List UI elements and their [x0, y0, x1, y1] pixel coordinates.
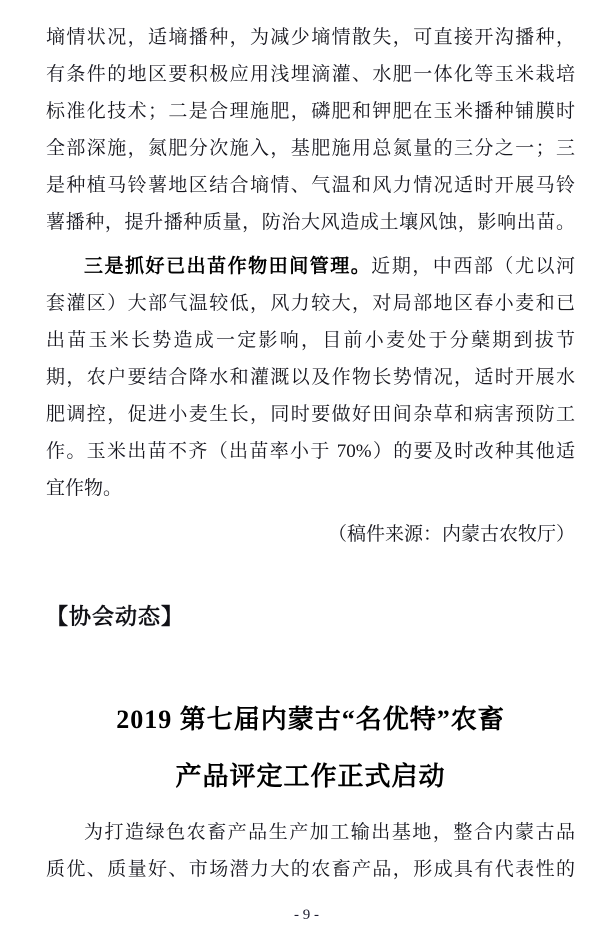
paragraph-line: 质优、质量好、市场潜力大的农畜产品，形成具有代表性的 [46, 859, 575, 880]
paragraph-line: 是种植马铃薯地区结合墒情、气温和风力情况适时开展马铃 [46, 175, 575, 196]
paragraph-line: 为打造绿色农畜产品生产加工输出基地，整合内蒙古品 [84, 822, 575, 843]
paragraph-last-line: 宜作物。 [46, 478, 123, 499]
paragraph-line: 期，农户要结合降水和灌溉以及作物长势情况，适时开展水 [46, 367, 575, 388]
page-number: - 9 - [294, 907, 319, 923]
article-title-line1: 2019 第七届内蒙古“名优特”农畜 [116, 705, 505, 734]
body-paragraph [46, 248, 575, 507]
paragraph-line: 肥调控，促进小麦生长，同时要做好田间杂草和病害预防工 [46, 404, 575, 425]
paragraph-line: 全部深施，氮肥分次施入，基肥施用总氮量的三分之一；三 [46, 138, 575, 159]
bold-lead-text: 三是抓好已出苗作物田间管理。 [84, 256, 372, 277]
body-paragraph-continuation [46, 19, 575, 241]
paragraph-line: 墒情状况，适墒播种，为减少墒情散失，可直接开沟播种， [46, 27, 575, 48]
paragraph-line: 有条件的地区要积极应用浅埋滴灌、水肥一体化等玉米栽培 [46, 64, 575, 85]
paragraph-line: 标准化技术；二是合理施肥，磷肥和钾肥在玉米播种铺膜时 [46, 101, 575, 122]
body-paragraph [46, 814, 575, 888]
paragraph-line [46, 248, 575, 285]
section-heading [46, 598, 575, 635]
paragraph-line: 薯播种，提升播种质量，防治大风造成土壤风蚀，影响出苗。 [46, 212, 575, 233]
source-attribution [46, 516, 575, 553]
section-heading-text: 【协会动态】 [46, 604, 185, 629]
paragraph-line: 作。玉米出苗不齐（出苗率小于 70%）的要及时改种其他适 [46, 441, 575, 462]
article-title-line2: 产品评定工作正式启动 [175, 762, 446, 791]
paragraph-line: 套灌区）大部气温较低，风力较大，对局部地区春小麦和已 [46, 293, 575, 314]
paragraph-line-text: 近期，中西部（尤以河 [371, 256, 575, 277]
source-attribution-text: （稿件来源：内蒙古农牧厅） [327, 524, 575, 545]
paragraph-line: 出苗玉米长势造成一定影响，目前小麦处于分蘖期到拔节 [46, 330, 575, 351]
